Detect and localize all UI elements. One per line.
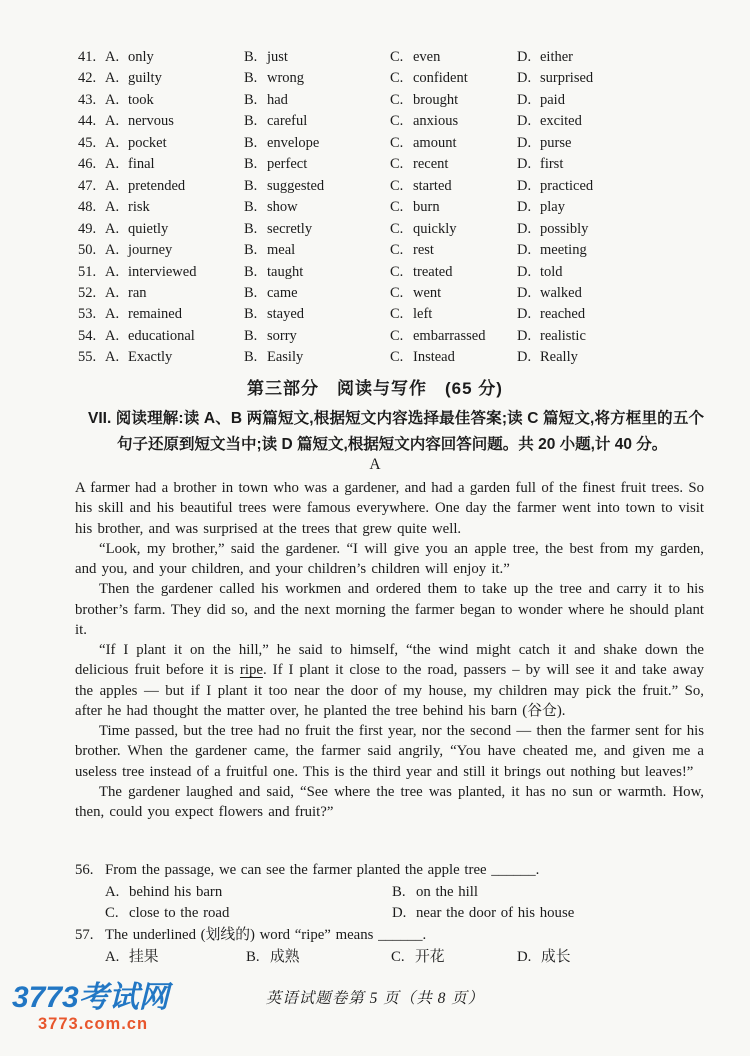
- option-word: journey: [128, 242, 173, 259]
- option-word: went: [413, 284, 442, 301]
- option-word: had: [267, 91, 288, 108]
- question-number: 53.: [78, 306, 97, 323]
- option-word: wrong: [267, 70, 305, 87]
- option-word: took: [128, 91, 154, 108]
- option-letter: B.: [244, 156, 258, 173]
- paragraph: [75, 539, 704, 580]
- option-cell: [390, 154, 517, 175]
- option-word: even: [413, 49, 441, 65]
- option-letter: A.: [105, 948, 120, 965]
- option-letter: B.: [244, 70, 258, 87]
- option-word: Easily: [267, 349, 304, 366]
- option-letter: C.: [390, 199, 404, 216]
- option-word: secretly: [267, 220, 313, 237]
- option-cell: [517, 176, 710, 197]
- option-word: 开花: [415, 948, 445, 965]
- option-letter: B.: [244, 306, 258, 323]
- option-letter: A.: [105, 242, 120, 259]
- option-cell: [244, 347, 390, 368]
- option-word: told: [540, 263, 563, 280]
- option-letter: B.: [244, 263, 258, 280]
- option-letter: D.: [392, 905, 407, 922]
- option-word: left: [413, 306, 433, 323]
- option-letter: B.: [244, 349, 258, 366]
- option-letter: B.: [244, 327, 258, 344]
- text-segment: The gardener laughed and said, “See where the tree was planted, it has no sun or warmth. How, then, could you expect flowers and fruit?”: [75, 783, 704, 820]
- option-word: careful: [267, 113, 308, 130]
- paragraph: [75, 782, 704, 823]
- option-letter: D.: [517, 91, 532, 108]
- paragraph: [75, 721, 704, 782]
- option-cell: [105, 240, 244, 261]
- question-number: 41.: [78, 49, 97, 65]
- option-letter: D.: [517, 327, 532, 344]
- option-cell: [517, 111, 710, 132]
- option-letter: A.: [105, 306, 120, 323]
- option-letter: D.: [517, 242, 532, 259]
- question-block: [75, 860, 707, 925]
- option-letter: C.: [390, 242, 404, 259]
- option-cell: [517, 283, 710, 304]
- option-word: suggested: [267, 177, 325, 194]
- cloze-row: [78, 197, 710, 218]
- option-letter: B.: [244, 91, 258, 108]
- option-cell: [390, 90, 517, 111]
- option-cell: [105, 882, 392, 904]
- option-letter: A.: [105, 113, 120, 130]
- option-letter: A.: [105, 284, 120, 301]
- cloze-row: [78, 326, 710, 347]
- option-letter: A.: [105, 263, 120, 280]
- question-number: 56.: [75, 862, 94, 878]
- cloze-table: [78, 47, 710, 369]
- option-word: treated: [413, 263, 453, 280]
- passage: [75, 478, 704, 822]
- cloze-row: [78, 47, 710, 68]
- option-word: nervous: [128, 113, 174, 130]
- option-word: either: [540, 49, 574, 65]
- option-cell: [517, 197, 710, 218]
- option-word: purse: [540, 134, 572, 151]
- option-letter: A.: [105, 70, 120, 87]
- option-cell: [390, 240, 517, 261]
- option-letter: A.: [105, 177, 120, 194]
- question-number: 42.: [78, 70, 97, 87]
- option-letter: C.: [391, 948, 405, 965]
- option-letter: D.: [517, 134, 532, 151]
- cloze-row: [78, 176, 710, 197]
- option-word: Really: [540, 349, 578, 366]
- option-word: started: [413, 177, 452, 194]
- option-cell: [105, 90, 244, 111]
- question-stem: [75, 860, 707, 882]
- cloze-row: [78, 133, 710, 154]
- question-stem: [75, 925, 707, 947]
- option-cell: [390, 347, 517, 368]
- option-cell: [391, 947, 517, 969]
- option-letter: B.: [244, 220, 258, 237]
- question-number: 45.: [78, 134, 97, 151]
- option-cell: [390, 326, 517, 347]
- option-cell: [390, 304, 517, 325]
- option-letter: C.: [390, 220, 404, 237]
- option-letter: A.: [105, 327, 120, 344]
- option-word: pocket: [128, 134, 167, 151]
- cloze-row: [78, 283, 710, 304]
- option-word: 挂果: [129, 948, 159, 965]
- option-cell: [105, 219, 244, 240]
- cloze-row: [78, 90, 710, 111]
- text-segment: Then the gardener called his workmen and ordered them to take up the tree and carry it to his brother’s farm. They did so, and the next morning the farmer began to wonder where he should plant it.: [75, 581, 704, 638]
- option-word: walked: [540, 284, 582, 301]
- option-cell: [105, 133, 244, 154]
- question-block: [75, 925, 707, 968]
- question-number: 43.: [78, 91, 97, 108]
- option-word: recent: [413, 156, 449, 173]
- option-word: show: [267, 199, 298, 216]
- option-letter: C.: [390, 349, 404, 366]
- question-text: From the passage, we can see the farmer planted the apple tree ______.: [105, 862, 540, 878]
- option-letter: C.: [390, 263, 404, 280]
- option-cell: [517, 304, 710, 325]
- option-letter: C.: [390, 327, 404, 344]
- option-word: taught: [267, 263, 304, 280]
- option-letter: D.: [517, 948, 532, 965]
- question-number: 46.: [78, 156, 97, 173]
- option-word: perfect: [267, 156, 308, 173]
- option-cell: [244, 326, 390, 347]
- option-word: practiced: [540, 177, 594, 194]
- option-cell: [244, 154, 390, 175]
- option-cell: [105, 154, 244, 175]
- question-number: 48.: [78, 199, 97, 216]
- question-number: 51.: [78, 263, 97, 280]
- option-letter: C.: [105, 905, 119, 922]
- question-number: 57.: [75, 927, 94, 944]
- option-letter: A.: [105, 349, 120, 366]
- option-letter: C.: [390, 134, 404, 151]
- option-letter: C.: [390, 70, 404, 87]
- option-word: meal: [267, 242, 296, 259]
- question-number: 49.: [78, 220, 97, 237]
- option-letter: A.: [105, 91, 120, 108]
- option-letter: D.: [517, 199, 532, 216]
- option-letter: B.: [244, 242, 258, 259]
- watermark-title: 3773考试网: [12, 981, 169, 1014]
- option-cell: [244, 262, 390, 283]
- option-cell: [244, 111, 390, 132]
- question-options: [75, 947, 707, 969]
- option-cell: [244, 197, 390, 218]
- option-word: final: [128, 156, 155, 173]
- option-cell: [105, 262, 244, 283]
- reading-instructions: VII. 阅读理解:读 A、B 两篇短文,根据短文内容选择最佳答案;读 C 篇短文,将方框里的五个句子还原到短文当中;读 D 篇短文,根据短文内容回答问题。共 20 小题,计 40 分。: [88, 410, 704, 453]
- option-cell: [517, 90, 710, 111]
- option-word: only: [128, 49, 154, 65]
- cloze-row: [78, 262, 710, 283]
- page-footer: 英语试题卷第 5 页（共 8 页）: [265, 990, 485, 1007]
- option-cell: [517, 68, 710, 89]
- option-cell: [246, 947, 391, 969]
- option-cell: [244, 219, 390, 240]
- option-cell: [390, 283, 517, 304]
- option-letter: C.: [390, 49, 404, 65]
- option-letter: A.: [105, 49, 120, 65]
- option-word: quickly: [413, 220, 457, 237]
- option-cell: [390, 133, 517, 154]
- option-letter: B.: [244, 134, 258, 151]
- option-letter: A.: [105, 156, 120, 173]
- text-segment: “If I plant it on the hill,” he said to himself, “the wind might catch it and shake down the delicious fruit before it is: [75, 642, 704, 679]
- paragraph: [75, 579, 704, 640]
- option-cell: [390, 262, 517, 283]
- option-cell: [517, 262, 710, 283]
- text-segment: “Look, my brother,” said the gardener. “I will give you an apple tree, the best from my garden, and you, and your children, and your children’s children will enjoy it.”: [75, 540, 704, 577]
- question-number: 50.: [78, 242, 97, 259]
- option-letter: B.: [244, 49, 258, 65]
- option-letter: B.: [392, 883, 406, 900]
- option-word: interviewed: [128, 263, 197, 280]
- option-cell: [517, 947, 707, 969]
- option-letter: B.: [244, 113, 258, 130]
- option-word: remained: [128, 306, 182, 323]
- watermark: [12, 983, 169, 1033]
- option-word: play: [540, 199, 565, 216]
- option-word: excited: [540, 113, 582, 130]
- option-cell: [105, 68, 244, 89]
- option-letter: D.: [517, 306, 532, 323]
- option-cell: [517, 133, 710, 154]
- option-cell: [390, 176, 517, 197]
- option-cell: [517, 219, 710, 240]
- option-cell: [390, 219, 517, 240]
- option-letter: D.: [517, 113, 532, 130]
- option-word: Exactly: [128, 349, 173, 366]
- option-cell: [392, 903, 707, 925]
- option-letter: A.: [105, 134, 120, 151]
- option-word: amount: [413, 134, 457, 151]
- option-cell: [105, 283, 244, 304]
- option-cell: [244, 304, 390, 325]
- option-cell: [244, 90, 390, 111]
- option-cell: [392, 882, 707, 904]
- option-word: first: [540, 156, 564, 173]
- option-cell: [105, 326, 244, 347]
- option-letter: D.: [517, 70, 532, 87]
- option-word: confident: [413, 70, 468, 87]
- option-word: stayed: [267, 306, 305, 323]
- option-letter: C.: [390, 113, 404, 130]
- option-word: surprised: [540, 70, 594, 87]
- option-cell: [390, 68, 517, 89]
- question-text: The underlined (划线的) word “ripe” means ______.: [105, 927, 427, 944]
- cloze-row: [78, 68, 710, 89]
- cloze-row: [78, 111, 710, 132]
- option-cell: [105, 176, 244, 197]
- option-cell: [390, 197, 517, 218]
- option-word: embarrassed: [413, 327, 486, 344]
- option-word: quietly: [128, 220, 169, 237]
- passage-label: A: [369, 456, 381, 473]
- option-word: anxious: [413, 113, 459, 130]
- option-cell: [105, 903, 392, 925]
- option-cell: [517, 326, 710, 347]
- option-letter: B.: [244, 177, 258, 194]
- text-segment: . If I plant it close to the road, passers – by will see it and take away the apples — but if I plant it too near the door of my house, my children may pick the fruit.” So, after he had thought the matter over, he planted the tree behind his barn (谷仓).: [75, 662, 704, 719]
- option-cell: [105, 111, 244, 132]
- text-segment: Time passed, but the tree had no fruit the first year, nor the second — then the farmer sent for his brother. When the gardener came, the farmer said angrily, “You have cheated me, and given me a useless tree instead of a fruitful one. This is the third year and still it brings out nothing but leaves!”: [75, 723, 704, 780]
- option-word: paid: [540, 91, 565, 108]
- question-number: 55.: [78, 349, 97, 366]
- option-letter: D.: [517, 349, 532, 366]
- cloze-row: [78, 347, 710, 368]
- option-cell: [105, 304, 244, 325]
- option-cell: [244, 47, 390, 68]
- text-segment: A farmer had a brother in town who was a gardener, and had a garden full of the finest fruit trees. So his skill and his beautiful trees were famous everywhere. One day the farmer went into town to visit his brother, and was surprised at the trees that grew quite well.: [75, 480, 704, 537]
- option-word: envelope: [267, 134, 320, 151]
- option-word: 成熟: [270, 948, 300, 965]
- cloze-row: [78, 304, 710, 325]
- option-word: on the hill: [416, 883, 479, 900]
- underlined-word: ripe: [239, 662, 263, 679]
- option-cell: [390, 111, 517, 132]
- question-number: 54.: [78, 327, 97, 344]
- question-number: 44.: [78, 113, 97, 130]
- option-word: educational: [128, 327, 195, 344]
- cloze-row: [78, 154, 710, 175]
- question-options: [75, 882, 707, 925]
- option-cell: [244, 176, 390, 197]
- option-letter: A.: [105, 199, 120, 216]
- option-letter: D.: [517, 156, 532, 173]
- option-cell: [517, 154, 710, 175]
- option-letter: D.: [517, 220, 532, 237]
- option-word: Instead: [413, 349, 455, 366]
- option-letter: D.: [517, 284, 532, 301]
- option-word: behind his barn: [129, 883, 223, 900]
- paragraph: [75, 640, 704, 721]
- option-letter: C.: [390, 156, 404, 173]
- option-letter: D.: [517, 49, 532, 65]
- option-word: pretended: [128, 177, 186, 194]
- option-word: brought: [413, 91, 459, 108]
- cloze-row: [78, 219, 710, 240]
- option-cell: [517, 347, 710, 368]
- option-word: rest: [413, 242, 434, 259]
- option-letter: B.: [244, 199, 258, 216]
- option-letter: B.: [246, 948, 260, 965]
- option-word: 成长: [541, 948, 571, 965]
- option-cell: [517, 47, 710, 68]
- option-word: burn: [413, 199, 440, 216]
- option-cell: [390, 47, 517, 68]
- cloze-row: [78, 240, 710, 261]
- option-word: close to the road: [129, 905, 230, 922]
- option-letter: A.: [105, 220, 120, 237]
- option-word: came: [267, 284, 298, 301]
- section-header: 第三部分 阅读与写作 (65 分): [247, 379, 503, 398]
- paragraph: [75, 478, 704, 539]
- option-cell: [105, 47, 244, 68]
- option-letter: C.: [390, 91, 404, 108]
- question-number: 52.: [78, 284, 97, 301]
- option-word: ran: [128, 284, 147, 301]
- option-letter: B.: [244, 284, 258, 301]
- option-word: just: [267, 49, 288, 65]
- option-cell: [244, 240, 390, 261]
- watermark-url: 3773.com.cn: [38, 1015, 149, 1033]
- option-word: meeting: [540, 242, 587, 259]
- question-number: 47.: [78, 177, 97, 194]
- option-cell: [244, 68, 390, 89]
- option-cell: [244, 283, 390, 304]
- option-cell: [105, 347, 244, 368]
- option-letter: D.: [517, 177, 532, 194]
- option-word: possibly: [540, 220, 589, 237]
- option-letter: C.: [390, 177, 404, 194]
- option-word: risk: [128, 199, 150, 216]
- option-word: realistic: [540, 327, 586, 344]
- option-letter: A.: [105, 883, 120, 900]
- option-cell: [105, 197, 244, 218]
- option-word: sorry: [267, 327, 297, 344]
- option-cell: [517, 240, 710, 261]
- option-word: guilty: [128, 70, 162, 87]
- option-cell: [244, 133, 390, 154]
- option-word: near the door of his house: [416, 905, 575, 922]
- option-letter: D.: [517, 263, 532, 280]
- option-cell: [105, 947, 246, 969]
- option-letter: C.: [390, 306, 404, 323]
- option-letter: C.: [390, 284, 404, 301]
- questions: [75, 860, 707, 969]
- option-word: reached: [540, 306, 586, 323]
